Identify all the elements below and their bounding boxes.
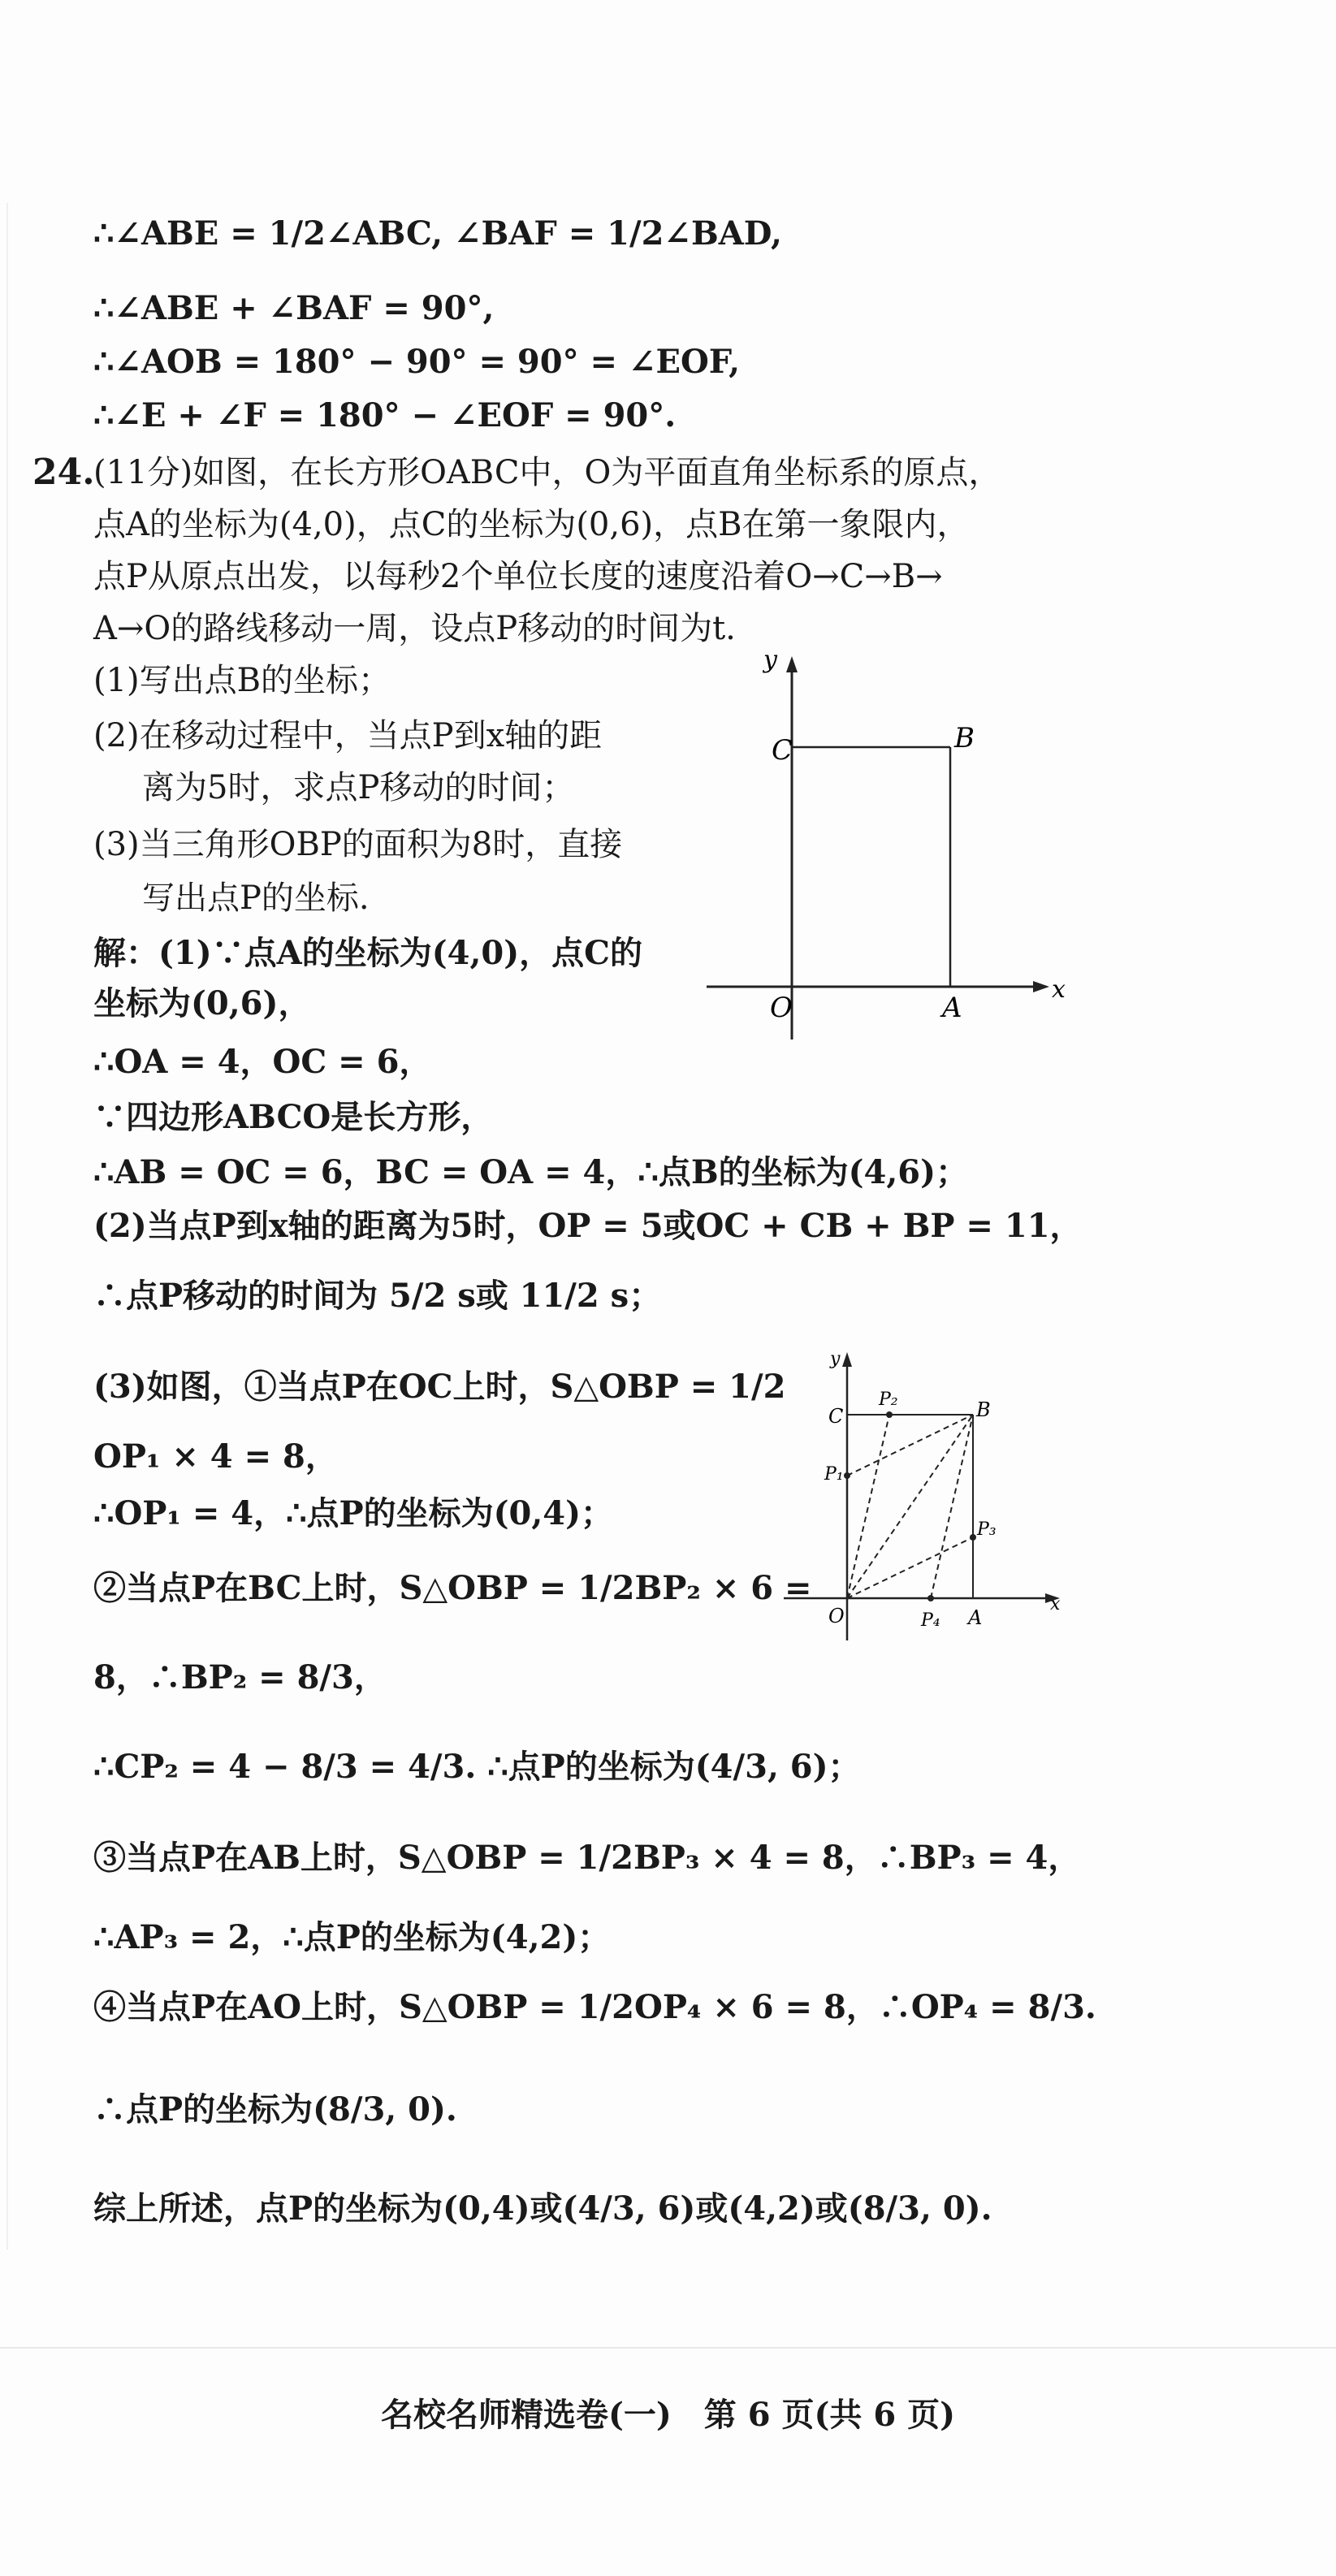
segment-OB bbox=[847, 1415, 973, 1598]
answer-line: 坐标为(0,6)， bbox=[93, 984, 311, 1022]
segment-P4B bbox=[931, 1415, 973, 1598]
answer-line: ∴OA = 4，OC = 6， bbox=[93, 1043, 432, 1081]
answer-line: ∴OP₁ = 4，∴点P的坐标为(0,4)； bbox=[93, 1494, 614, 1532]
solution-line: ∴∠AOB = 180° − 90° = 90° = ∠EOF, bbox=[93, 343, 741, 381]
answer-line: ②当点P在BC上时，S△OBP = 1/2BP₂ × 6 = bbox=[93, 1569, 812, 1607]
segment-OP2 bbox=[847, 1415, 889, 1598]
y-arrow-icon bbox=[842, 1352, 852, 1367]
label-y: y bbox=[830, 1349, 841, 1369]
label-C: C bbox=[828, 1405, 844, 1428]
label-x: x bbox=[1050, 1594, 1061, 1614]
label-P3: P₃ bbox=[977, 1519, 997, 1540]
point-P1 bbox=[844, 1472, 850, 1479]
page-edge-line bbox=[6, 203, 8, 2250]
label-x: x bbox=[1052, 975, 1066, 1004]
label-A: A bbox=[968, 1606, 983, 1629]
label-P1: P₁ bbox=[824, 1464, 844, 1485]
answer-line: 解：(1)∵点A的坐标为(4,0)，点C的 bbox=[93, 934, 642, 972]
label-B: B bbox=[976, 1398, 991, 1421]
footer-divider bbox=[0, 2347, 1336, 2349]
point-P3 bbox=[970, 1534, 976, 1541]
problem-text: 点P从原点出发，以每秒2个单位长度的速度沿着O→C→B→ bbox=[93, 558, 943, 595]
answer-line: ∵四边形ABCO是长方形， bbox=[93, 1098, 494, 1136]
segment-P1B bbox=[847, 1415, 973, 1476]
page-footer: 名校名师精选卷(一) 第 6 页(共 6 页) bbox=[380, 2396, 956, 2434]
label-B: B bbox=[954, 722, 975, 754]
problem-number: 24. bbox=[32, 452, 95, 493]
x-arrow-icon bbox=[1033, 981, 1049, 992]
conclusion-line: 综上所述，点P的坐标为(0,4)或(4/3, 6)或(4,2)或(8/3, 0). bbox=[93, 2189, 992, 2228]
point-P4 bbox=[927, 1595, 934, 1601]
segment-OP3 bbox=[847, 1537, 973, 1598]
label-C: C bbox=[772, 734, 793, 767]
problem-text: 点A的坐标为(4,0)，点C的坐标为(0,6)，点B在第一象限内， bbox=[93, 506, 970, 543]
answer-line: (3)如图，①当点P在OC上时，S△OBP = 1/2 bbox=[93, 1368, 786, 1406]
question-2: (2)在移动过程中，当点P到x轴的距 bbox=[93, 717, 603, 754]
answer-line: ③当点P在AB上时，S△OBP = 1/2BP₃ × 4 = 8，∴BP₃ = 4， bbox=[93, 1839, 1081, 1877]
answer-line: OP₁ × 4 = 8， bbox=[93, 1437, 338, 1476]
y-arrow-icon bbox=[786, 656, 798, 672]
solution-line: ∴∠ABE + ∠BAF = 90°, bbox=[93, 289, 495, 327]
solution-line: ∴∠E + ∠F = 180° − ∠EOF = 90°. bbox=[93, 396, 677, 434]
question-3: (3)当三角形OBP的面积为8时，直接 bbox=[93, 826, 623, 863]
figure-points bbox=[780, 1340, 1072, 1640]
solution-line: ∴∠ABE = 1/2∠ABC, ∠BAF = 1/2∠BAD, bbox=[93, 214, 782, 253]
answer-line: ∴AP₃ = 2，∴点P的坐标为(4,2)； bbox=[93, 1918, 611, 1956]
question-2-cont: 离为5时，求点P移动的时间； bbox=[142, 769, 575, 806]
question-1: (1)写出点B的坐标； bbox=[93, 662, 391, 699]
answer-line: ∴AB = OC = 6，BC = OA = 4，∴点B的坐标为(4,6)； bbox=[93, 1153, 969, 1191]
answer-line: (2)当点P到x轴的距离为5时，OP = 5或OC + CB + BP = 11， bbox=[93, 1207, 1083, 1245]
label-P4: P₄ bbox=[921, 1610, 940, 1631]
problem-text: A→O的路线移动一周，设点P移动的时间为t. bbox=[93, 610, 736, 647]
point-P2 bbox=[886, 1411, 893, 1418]
answer-line: ∴点P移动的时间为 5/2 s或 11/2 s； bbox=[93, 1277, 662, 1315]
figure-rectangle bbox=[707, 646, 1066, 1039]
answer-line: ④当点P在AO上时，S△OBP = 1/2OP₄ × 6 = 8，∴OP₄ = 8/3. bbox=[93, 1988, 1096, 2026]
problem-text: (11分)如图，在长方形OABC中，O为平面直角坐标系的原点， bbox=[93, 454, 1001, 491]
label-P2: P₂ bbox=[879, 1390, 898, 1410]
label-A: A bbox=[942, 992, 962, 1024]
label-O: O bbox=[770, 992, 793, 1024]
answer-line: ∴点P的坐标为(8/3, 0). bbox=[93, 2090, 457, 2129]
label-y: y bbox=[763, 646, 777, 674]
question-3-cont: 写出点P的坐标. bbox=[142, 880, 370, 917]
answer-line: 8，∴BP₂ = 8/3， bbox=[93, 1658, 387, 1696]
answer-line: ∴CP₂ = 4 − 8/3 = 4/3. ∴点P的坐标为(4/3, 6)； bbox=[93, 1748, 861, 1786]
label-O: O bbox=[828, 1605, 845, 1627]
